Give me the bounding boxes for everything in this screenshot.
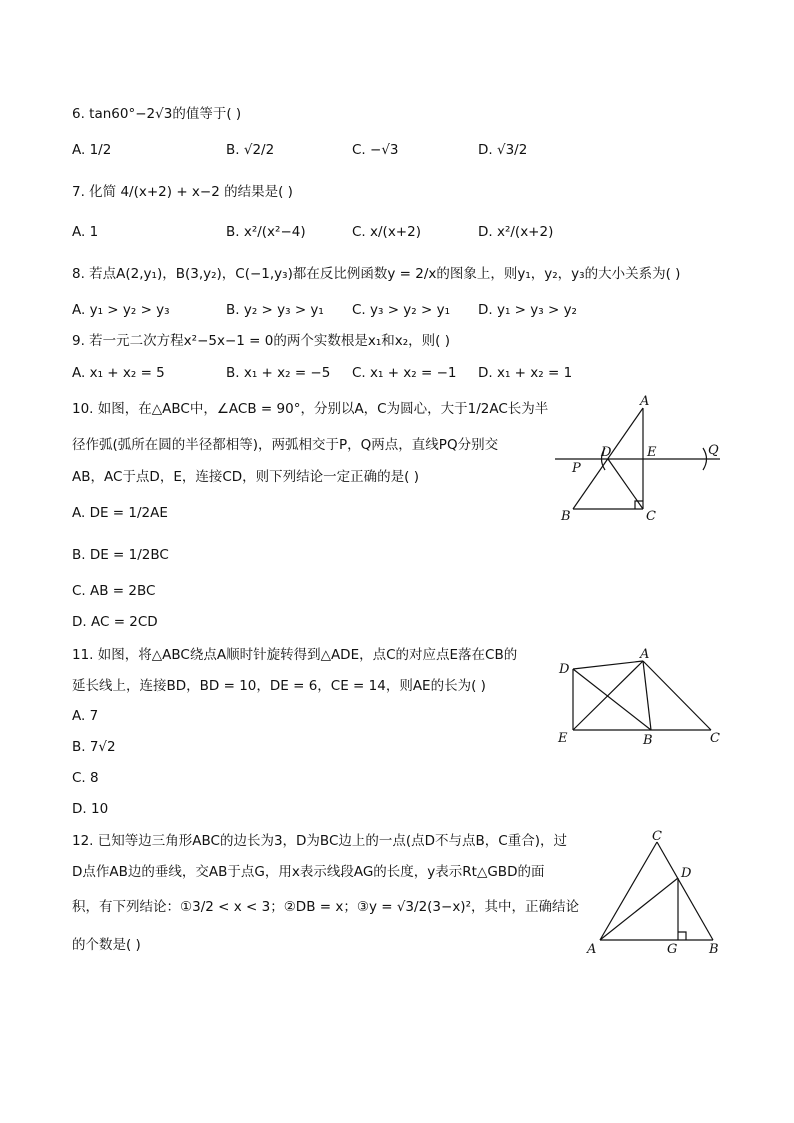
q11-option-d: D. 10 [72, 801, 109, 817]
q6-stem: 6. tan60°−2√3的值等于( ) [72, 106, 242, 122]
q11-label-b: B [643, 733, 653, 748]
q12-label-d: D [681, 866, 692, 881]
q10-label-q: Q [708, 443, 719, 458]
q11-option-c: C. 8 [72, 770, 99, 786]
q7-option-d: D. x²/(x+2) [478, 224, 554, 240]
q10-stem-line-3: AB，AC于点D，E，连接CD，则下列结论一定正确的是( ) [72, 469, 419, 485]
q10-option-c: C. AB = 2BC [72, 583, 156, 599]
q11-figure [555, 645, 730, 750]
q8-option-b: B. y₂ > y₃ > y₁ [226, 302, 324, 318]
q12-label-a: A [587, 942, 597, 957]
q9-option-c: C. x₁ + x₂ = −1 [352, 365, 457, 381]
q11-label-a: A [640, 647, 650, 662]
q11-option-a: A. 7 [72, 708, 99, 724]
q11-option-b: B. 7√2 [72, 739, 116, 755]
q7-option-a: A. 1 [72, 224, 99, 240]
q12-label-c: C [652, 830, 662, 844]
q8-option-a: A. y₁ > y₂ > y₃ [72, 302, 170, 318]
q6-option-b: B. √2/2 [226, 142, 275, 158]
q7-option-b: B. x²/(x²−4) [226, 224, 306, 240]
q7-stem: 7. 化简 4/(x+2) + x−2 的结果是( ) [72, 184, 293, 200]
q8-option-d: D. y₁ > y₃ > y₂ [478, 302, 577, 318]
q10-label-c: C [646, 509, 656, 524]
q11-label-d: D [559, 662, 570, 677]
q10-label-b: B [561, 509, 571, 524]
q10-option-a: A. DE = 1/2AE [72, 505, 168, 521]
q6-option-c: C. −√3 [352, 142, 399, 158]
q12-stem-line-2: D点作AB边的垂线，交AB于点G，用x表示线段AG的长度，y表示Rt△GBD的面 [72, 864, 545, 880]
q9-stem: 9. 若一元二次方程x²−5x−1 = 0的两个实数根是x₁和x₂，则( ) [72, 333, 450, 349]
q6-option-a: A. 1/2 [72, 142, 112, 158]
q10-figure [550, 392, 730, 527]
q9-option-a: A. x₁ + x₂ = 5 [72, 365, 165, 381]
q10-label-p: P [572, 461, 581, 476]
q12-stem-line-3: 积，有下列结论：①3/2 < x < 3；②DB = x；③y = √3/2(3−x)²，其中，正确结论 [72, 899, 579, 915]
q10-option-d: D. AC = 2CD [72, 614, 158, 630]
q11-stem-line-2: 延长线上，连接BD，BD = 10，DE = 6，CE = 14，则AE的长为( ) [72, 678, 486, 694]
q11-label-e: E [558, 731, 568, 746]
q10-stem-line-1: 10. 如图，在△ABC中，∠ACB = 90°，分别以A，C为圆心，大于1/2AC长为半 [72, 401, 549, 417]
q10-label-e: E [647, 445, 657, 460]
q8-stem: 8. 若点A(2,y₁)，B(3,y₂)，C(−1,y₃)都在反比例函数y = 2/x的图象上，则y₁，y₂，y₃的大小关系为( ) [72, 266, 681, 282]
q10-stem-line-2: 径作弧(弧所在圆的半径都相等)，两弧相交于P，Q两点，直线PQ分别交 [72, 437, 499, 453]
q12-label-g: G [667, 942, 678, 957]
q12-figure [582, 830, 732, 960]
q8-option-c: C. y₃ > y₂ > y₁ [352, 302, 451, 318]
q9-option-d: D. x₁ + x₂ = 1 [478, 365, 573, 381]
q6-option-d: D. √3/2 [478, 142, 528, 158]
q12-label-b: B [709, 942, 719, 957]
q7-option-c: C. x/(x+2) [352, 224, 421, 240]
q12-stem-line-1: 12. 已知等边三角形ABC的边长为3，D为BC边上的一点(点D不与点B，C重合)，过 [72, 833, 567, 849]
q12-stem-line-4: 的个数是( ) [72, 937, 141, 953]
q10-label-a: A [640, 394, 650, 409]
q10-option-b: B. DE = 1/2BC [72, 547, 169, 563]
q11-label-c: C [710, 731, 720, 746]
q10-label-d: D [601, 445, 612, 460]
q11-stem-line-1: 11. 如图，将△ABC绕点A顺时针旋转得到△ADE，点C的对应点E落在CB的 [72, 647, 518, 663]
q9-option-b: B. x₁ + x₂ = −5 [226, 365, 331, 381]
